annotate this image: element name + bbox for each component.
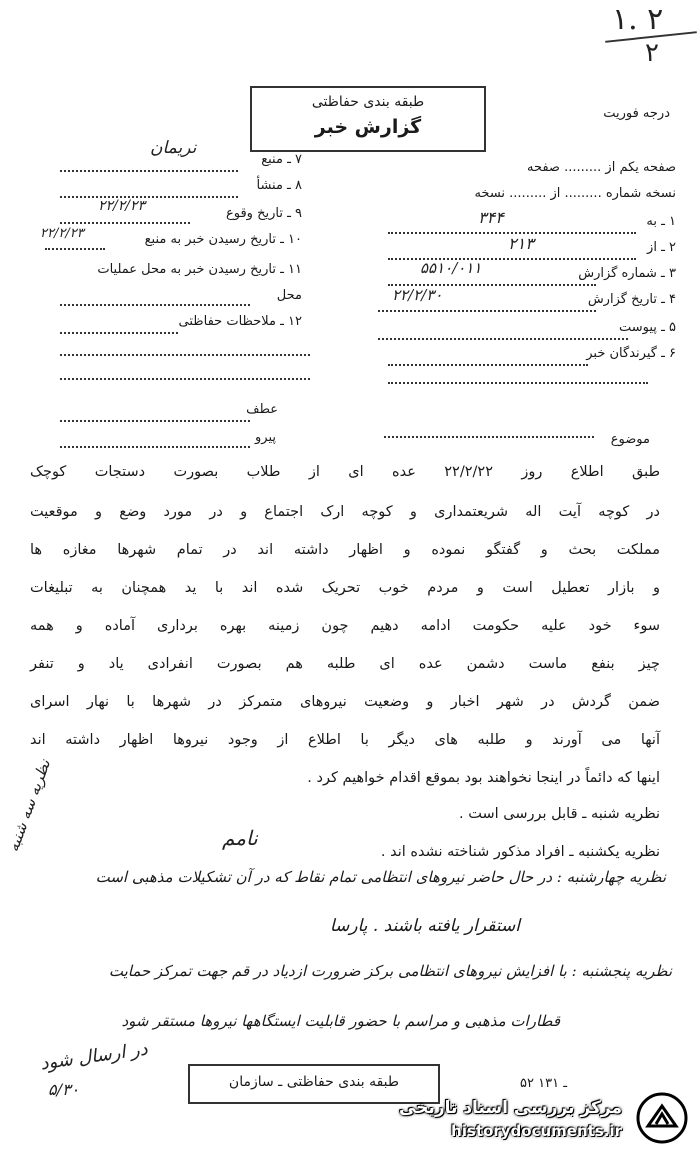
field-source-line (60, 170, 238, 172)
header-stamp (250, 86, 486, 152)
field-report-date-label: ۴ ـ تاریخ گزارش (587, 292, 676, 307)
handwritten-note-4: قطارات مذهبی و مراسم با حضور قابلیت ایستگاهها نیروها مستقر شود (121, 1012, 560, 1030)
field-source-label: ۷ ـ منبع (261, 152, 302, 167)
body-line-9: اینها که دائماً در اینجا نخواهند بود بموقع اقدام خواهیم کرد . (307, 770, 660, 786)
subject-line (384, 436, 594, 438)
field-from-value: ۲۱۳ (508, 234, 534, 253)
field-recipients-label: ۶ ـ گیرندگان خبر (586, 346, 676, 361)
handwritten-footer-note: در ارسال شود (39, 1038, 149, 1075)
corner-mark-bottom: ۲ (645, 38, 659, 68)
subject-label: موضوع (610, 432, 650, 447)
body-line-6: چیز بنفع ماست دشمن عده ای طلبه هم بصورت انفرادی یاد و تنفر (30, 656, 660, 672)
field-notes-line-3 (60, 378, 310, 380)
field-date-to-source-label: ۱۰ ـ تاریخ رسیدن خبر به منبع (144, 232, 302, 247)
field-date-to-source-value: ۲۲/۲/۲۳ (40, 226, 84, 241)
field-security-notes-line (60, 332, 178, 334)
field-occurrence-value: ۲۲/۲/۲۳ (98, 198, 146, 214)
field-date-to-source-line (45, 248, 105, 250)
field-report-date-value: ۲۲/۲/۳۰ (392, 286, 443, 304)
field-location-line (60, 304, 250, 306)
body-line-5: سوء خود علیه حکومت ادامه دهیم چون زمینه بهره برداری آماده و همه (30, 618, 660, 634)
footer-stamp-text: طبقه بندی حفاظتی ـ سازمان (228, 1074, 400, 1090)
body-line-2: در کوچه آیت اله شریعتمداری و کوچه ارک اجتماع و در مورد وضع و موقعیت (30, 504, 660, 520)
body-line-8: آنها می آورند و طلبه های دیگر با اطلاع از وجود نیروها اظهار داشته اند (30, 732, 660, 748)
watermark-url: historydocuments.ir (451, 1122, 622, 1140)
field-occurrence-label: ۹ ـ تاریخ وقوع (225, 206, 302, 221)
field-from-label: ۲ ـ از (647, 240, 676, 255)
ref-label: عطف (246, 402, 278, 417)
handwritten-note-2: استقرار یافته باشند . پارسا (329, 916, 520, 936)
field-recipients-line-1 (388, 364, 588, 366)
field-location-label: محل (276, 288, 302, 303)
field-report-number-label: ۳ ـ شماره گزارش (578, 266, 676, 281)
field-attachment-label: ۵ ـ پیوست (619, 320, 676, 335)
field-recipients-line-2 (388, 382, 648, 384)
watermark-title: مرکز بررسی اسناد تاریخی (399, 1098, 622, 1118)
field-occurrence-line (60, 222, 190, 224)
field-page-count: صفحه یکم از ......... صفحه (526, 160, 676, 175)
ref-line (60, 420, 250, 422)
back-ref-line (60, 446, 250, 448)
field-notes-line-2 (60, 354, 310, 356)
field-origin-line (60, 196, 238, 198)
review-saturday: نظریه شنبه ـ قابل بررسی است . (459, 806, 660, 822)
field-security-notes-label: ۱۲ ـ ملاحظات حفاظتی (178, 314, 302, 329)
handwritten-margin-note: نظریه سه شنبه (4, 757, 55, 855)
field-date-to-ops-label: ۱۱ ـ تاریخ رسیدن خبر به محل عملیات (97, 262, 302, 277)
corner-mark-top: ۱. ۲ (612, 2, 664, 37)
stamp-title: گزارش خبر (314, 116, 422, 138)
field-to-label: ۱ ـ به (646, 214, 676, 229)
stamp-classification: طبقه بندی حفاظتی (311, 94, 425, 110)
field-copy-number: نسخه شماره ......... از ......... نسخه (474, 186, 676, 201)
field-report-number-value: ۵۵۱۰/۰۱۱ (420, 259, 482, 277)
field-to-value: ۳۴۴ (478, 208, 504, 227)
field-attachment-line (378, 338, 628, 340)
handwritten-note-1: نظریه چهارشنبه : در حال حاضر نیروهای انتظامی تمام نقاط که در آن تشکیلات مذهبی است (95, 868, 666, 886)
body-line-4: و بازار تعطیل است و مردم خوب تحریک شده اند با ید همچنان به تبلیغات (30, 580, 660, 596)
form-code: ۵۲ ـ ۱۳۱ (520, 1076, 568, 1091)
field-source-value: نریمان (150, 138, 197, 158)
body-line-1: طبق اطلاع روز ۲۲/۲/۲۲ عده ای از طلاب بصورت دستجات کوچک (30, 464, 661, 480)
handwritten-footer-date: ۵/۳۰ (48, 1080, 80, 1099)
body-line-7: ضمن گردش در شهر اخبار و وضعیت نیروهای متمرکز در شهرها با نهار اسرای (30, 694, 660, 710)
field-report-date-line (378, 310, 596, 312)
handwritten-note-3: نظریه پنجشنبه : با افزایش نیروهای انتظامی برکز ضرورت ازدیاد در قم جهت تمرکز حمایت (108, 962, 672, 980)
urgency-label: درجه فوریت (603, 106, 670, 121)
body-line-3: مملکت بحث و گفتگو نموده و اظهار داشته اند در تمام شهرها مغازه ها (30, 542, 660, 558)
watermark-logo-icon (636, 1092, 688, 1144)
field-origin-label: ۸ ـ منشأ (256, 178, 302, 193)
reviewer-name-handwritten: نامم (222, 826, 258, 850)
back-ref-label: پیرو (255, 430, 276, 445)
review-sunday: نظریه یکشنبه ـ افراد مذکور شناخته نشده اند . (380, 844, 660, 860)
